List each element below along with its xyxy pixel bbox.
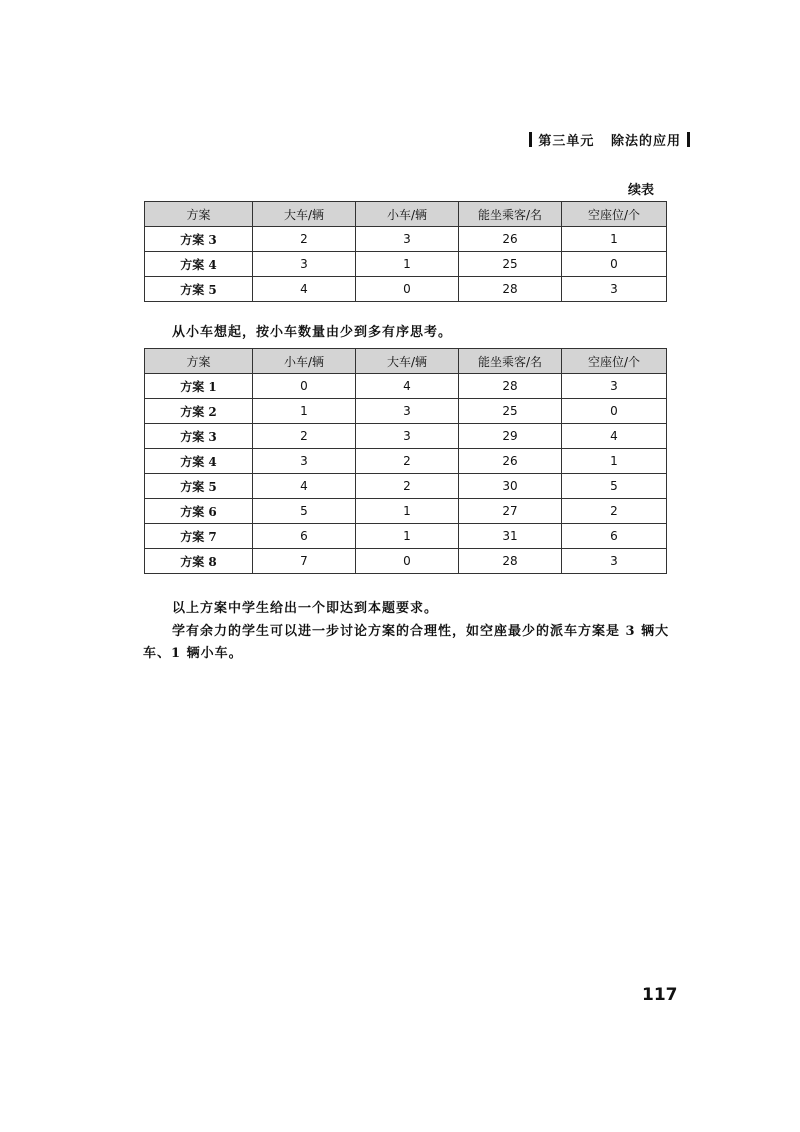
table-cell: 0 (356, 549, 459, 574)
table-cell: 25 (459, 399, 562, 424)
table-cell: 3 (253, 252, 356, 277)
table-cell: 7 (253, 549, 356, 574)
table-cell: 2 (356, 474, 459, 499)
table-header-row (145, 202, 667, 227)
table-cell: 29 (459, 424, 562, 449)
table-cell: 4 (253, 474, 356, 499)
table-row (145, 277, 667, 302)
table-cell: 3 (356, 424, 459, 449)
table-cell: 25 (459, 252, 562, 277)
table-cell: 0 (562, 252, 667, 277)
table-cell: 4 (356, 374, 459, 399)
table-row (145, 524, 667, 549)
table-cell: 2 (562, 499, 667, 524)
header-unit: 第三单元 (538, 134, 595, 149)
table-row (145, 499, 667, 524)
header-bar-left (529, 132, 532, 147)
table-cell: 1 (253, 399, 356, 424)
table-cell: 1 (356, 524, 459, 549)
table-cell: 28 (459, 549, 562, 574)
plan-cell: 方案 5 (145, 474, 253, 499)
table-row (145, 549, 667, 574)
table-cell: 0 (253, 374, 356, 399)
table-cell: 28 (459, 374, 562, 399)
table-cell: 1 (356, 499, 459, 524)
continued-label: 续表 (627, 183, 654, 198)
table-cell: 6 (562, 524, 667, 549)
table-cell: 3 (562, 277, 667, 302)
table-cell: 4 (253, 277, 356, 302)
table-row (145, 374, 667, 399)
column-header: 空座位/个 (562, 349, 667, 374)
table-row (145, 227, 667, 252)
table-cell: 1 (356, 252, 459, 277)
table-cell: 2 (253, 227, 356, 252)
table-cell: 31 (459, 524, 562, 549)
table-cell: 3 (253, 449, 356, 474)
table-cell: 6 (253, 524, 356, 549)
table-header-row (145, 349, 667, 374)
plan-table-continued (144, 201, 667, 302)
plan-cell: 方案 3 (145, 227, 253, 252)
table-cell: 5 (253, 499, 356, 524)
table-cell: 1 (562, 449, 667, 474)
table-cell: 2 (356, 449, 459, 474)
plan-cell: 方案 7 (145, 524, 253, 549)
column-header: 能坐乘客/名 (459, 349, 562, 374)
table-cell: 1 (562, 227, 667, 252)
column-header: 方案 (145, 349, 253, 374)
table-cell: 4 (562, 424, 667, 449)
column-header: 小车/辆 (356, 202, 459, 227)
plan-cell: 方案 5 (145, 277, 253, 302)
plan-cell: 方案 2 (145, 399, 253, 424)
table-row (145, 424, 667, 449)
table-cell: 3 (562, 374, 667, 399)
table-row (145, 474, 667, 499)
table-cell: 28 (459, 277, 562, 302)
column-header: 空座位/个 (562, 202, 667, 227)
table-cell: 5 (562, 474, 667, 499)
table-cell: 3 (356, 399, 459, 424)
table-cell: 0 (562, 399, 667, 424)
column-header: 能坐乘客/名 (459, 202, 562, 227)
table-cell: 2 (253, 424, 356, 449)
column-header: 大车/辆 (356, 349, 459, 374)
table-row (145, 399, 667, 424)
plan-table-small-car-first (144, 348, 667, 574)
plan-cell: 方案 4 (145, 449, 253, 474)
plan-cell: 方案 8 (145, 549, 253, 574)
paragraph-requirement: 以上方案中学生给出一个即达到本题要求。 (172, 601, 439, 616)
header-topic: 除法的应用 (610, 134, 681, 149)
plan-cell: 方案 3 (145, 424, 253, 449)
table-row (145, 252, 667, 277)
header-bar-right (687, 132, 690, 147)
page-number: 117 (642, 985, 678, 1005)
running-header (523, 130, 696, 149)
column-header: 小车/辆 (253, 349, 356, 374)
table-cell: 30 (459, 474, 562, 499)
paragraph-extension: 学有余力的学生可以进一步讨论方案的合理性，如空座最少的派车方案是 3 辆大车、1 辆小车。 (143, 624, 670, 661)
table-row (145, 449, 667, 474)
paragraph-small-car-first: 从小车想起，按小车数量由少到多有序思考。 (172, 325, 453, 340)
plan-cell: 方案 4 (145, 252, 253, 277)
column-header: 大车/辆 (253, 202, 356, 227)
table-cell: 3 (356, 227, 459, 252)
table-cell: 26 (459, 449, 562, 474)
table-cell: 26 (459, 227, 562, 252)
plan-cell: 方案 1 (145, 374, 253, 399)
table-cell: 0 (356, 277, 459, 302)
table-cell: 27 (459, 499, 562, 524)
plan-cell: 方案 6 (145, 499, 253, 524)
column-header: 方案 (145, 202, 253, 227)
table-cell: 3 (562, 549, 667, 574)
